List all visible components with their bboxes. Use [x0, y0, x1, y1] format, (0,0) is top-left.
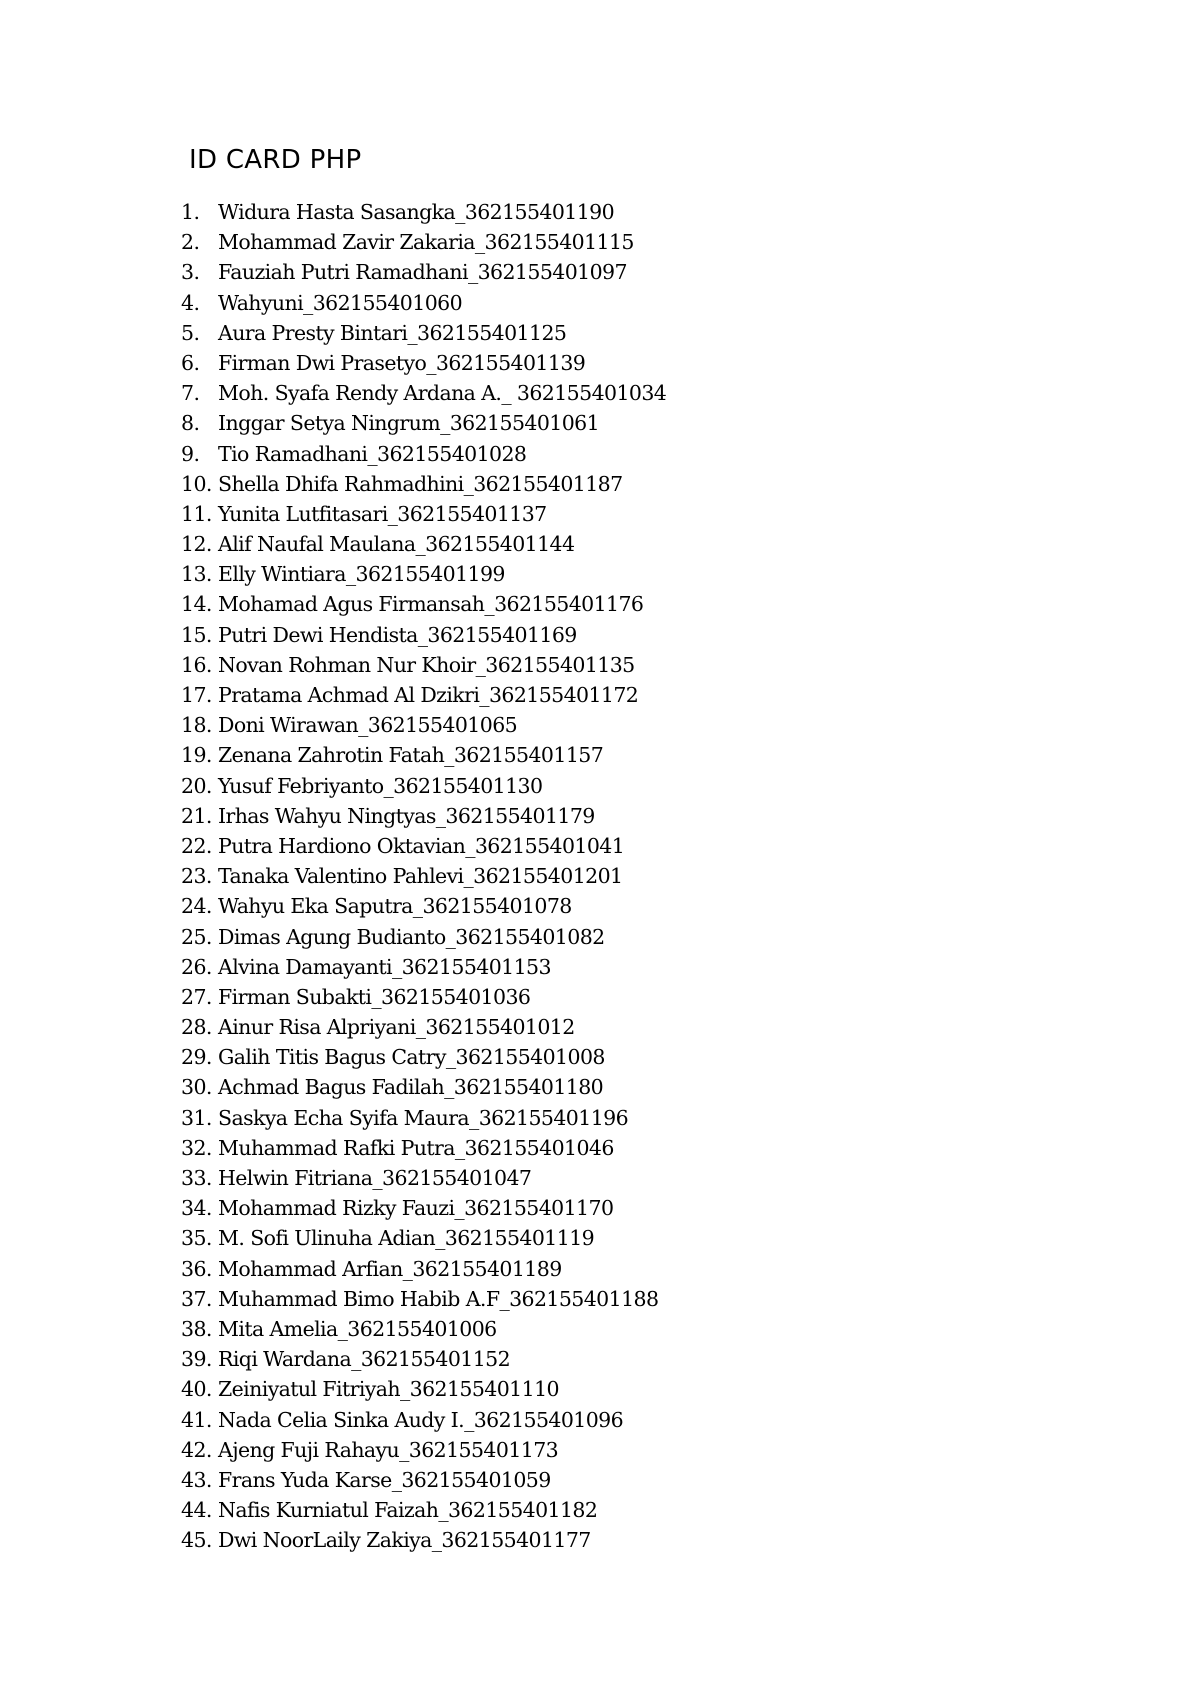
list-item-text: Muhammad Bimo Habib A.F_362155401188 — [218, 1286, 659, 1311]
list-item — [181, 1435, 666, 1465]
list-item-number: 3. — [181, 260, 200, 285]
list-item — [181, 891, 666, 921]
list-item — [181, 197, 666, 227]
list-item-text: Aura Presty Bintari_362155401125 — [218, 320, 567, 345]
list-item — [181, 589, 666, 619]
list-item-text: Firman Subakti_362155401036 — [218, 984, 531, 1009]
list-item-text: Ajeng Fuji Rahayu_362155401173 — [218, 1437, 559, 1462]
document-title: ID CARD PHP — [189, 145, 362, 175]
list-item-text: Mohamad Agus Firmansah_362155401176 — [218, 592, 644, 617]
list-item — [181, 650, 666, 680]
list-item-number: 43. — [181, 1467, 212, 1492]
list-item-text: Saskya Echa Syifa Maura_362155401196 — [218, 1105, 629, 1130]
list-item — [181, 469, 666, 499]
list-item-text: Tanaka Valentino Pahlevi_362155401201 — [218, 864, 623, 889]
list-item — [181, 1465, 666, 1495]
list-item-number: 18. — [181, 713, 212, 738]
list-item — [181, 439, 666, 469]
list-item — [181, 922, 666, 952]
list-item — [181, 227, 666, 257]
list-item — [181, 1314, 666, 1344]
list-item-number: 16. — [181, 652, 212, 677]
list-item-text: Yusuf Febriyanto_362155401130 — [218, 773, 543, 798]
list-item-number: 22. — [181, 833, 212, 858]
list-item — [181, 680, 666, 710]
list-item-text: Muhammad Rafki Putra_362155401046 — [218, 1135, 614, 1160]
list-item-number: 6. — [181, 350, 200, 375]
list-item-number: 27. — [181, 984, 212, 1009]
list-item-number: 2. — [181, 230, 200, 255]
list-item — [181, 620, 666, 650]
list-item-number: 4. — [181, 290, 200, 315]
list-item-text: Firman Dwi Prasetyo_362155401139 — [218, 350, 586, 375]
list-item-text: Yunita Lutfitasari_362155401137 — [218, 501, 547, 526]
list-item — [181, 529, 666, 559]
list-item-text: Moh. Syafa Rendy Ardana A._ 362155401034 — [218, 381, 667, 406]
list-item-number: 19. — [181, 743, 212, 768]
list-item-number: 30. — [181, 1075, 212, 1100]
list-item-number: 15. — [181, 622, 212, 647]
list-item-text: Helwin Fitriana_362155401047 — [218, 1166, 532, 1190]
list-item-number: 26. — [181, 954, 212, 979]
list-item-number: 21. — [181, 803, 212, 828]
list-item-number: 32. — [181, 1135, 212, 1160]
list-item — [181, 861, 666, 891]
list-item-number: 35. — [181, 1226, 212, 1251]
list-item-number: 31. — [181, 1105, 212, 1130]
list-item-text: Tio Ramadhani_362155401028 — [218, 441, 527, 466]
list-item-number: 10. — [181, 471, 212, 496]
list-item — [181, 1254, 666, 1284]
list-item-number: 44. — [181, 1498, 212, 1523]
list-item — [181, 378, 666, 408]
list-item-text: Mohammad Arfian_362155401189 — [218, 1256, 562, 1281]
list-item — [181, 348, 666, 378]
list-item — [181, 1344, 666, 1374]
list-item-text: Wahyu Eka Saputra_362155401078 — [218, 894, 572, 919]
list-item — [181, 710, 666, 740]
list-item-number: 28. — [181, 1015, 212, 1040]
list-item-text: Zenana Zahrotin Fatah_362155401157 — [218, 743, 604, 768]
list-item-number: 23. — [181, 864, 212, 889]
list-item-text: Alif Naufal Maulana_362155401144 — [218, 532, 575, 557]
list-item-text: Novan Rohman Nur Khoir_362155401135 — [218, 652, 635, 677]
list-item-text: Mohammad Zavir Zakaria_362155401115 — [218, 230, 634, 255]
list-item-number: 24. — [181, 894, 212, 919]
list-item-number: 29. — [181, 1045, 212, 1070]
list-item-number: 38. — [181, 1316, 212, 1341]
list-item-text: Nada Celia Sinka Audy I._362155401096 — [218, 1407, 624, 1432]
list-item-text: Inggar Setya Ningrum_362155401061 — [218, 411, 600, 436]
list-item — [181, 1405, 666, 1435]
list-item — [181, 1223, 666, 1253]
list-item-text: Mita Amelia_362155401006 — [218, 1316, 497, 1341]
list-item-number: 33. — [181, 1166, 212, 1190]
list-item-text: Irhas Wahyu Ningtyas_362155401179 — [218, 803, 595, 828]
list-item — [181, 1012, 666, 1042]
list-item — [181, 1284, 666, 1314]
list-item-text: Fauziah Putri Ramadhani_362155401097 — [218, 260, 627, 285]
list-item — [181, 831, 666, 861]
list-item — [181, 1525, 666, 1555]
list-item — [181, 740, 666, 770]
list-item-number: 17. — [181, 683, 212, 707]
list-item-text: Nafis Kurniatul Faizah_362155401182 — [218, 1498, 598, 1523]
list-item-text: Achmad Bagus Fadilah_362155401180 — [218, 1075, 604, 1100]
list-item — [181, 1072, 666, 1102]
list-item — [181, 499, 666, 529]
list-item-text: Wahyuni_362155401060 — [218, 290, 463, 315]
list-item-number: 8. — [181, 411, 200, 436]
list-item-number: 37. — [181, 1286, 212, 1311]
list-item-number: 7. — [181, 381, 200, 406]
list-item-text: Frans Yuda Karse_362155401059 — [218, 1467, 551, 1492]
list-item — [181, 318, 666, 348]
list-item-text: Putri Dewi Hendista_362155401169 — [218, 622, 577, 647]
list-item-text: Dwi NoorLaily Zakiya_362155401177 — [218, 1528, 591, 1553]
list-item-number: 11. — [181, 501, 212, 526]
list-item-number: 13. — [181, 562, 212, 587]
list-item-number: 12. — [181, 532, 212, 557]
list-item — [181, 257, 666, 287]
list-item-number: 25. — [181, 924, 212, 949]
list-item-number: 36. — [181, 1256, 212, 1281]
list-item-number: 42. — [181, 1437, 212, 1462]
student-list — [181, 197, 666, 1555]
list-item-number: 14. — [181, 592, 212, 617]
list-item-text: Galih Titis Bagus Catry_362155401008 — [218, 1045, 605, 1070]
list-item — [181, 408, 666, 438]
list-item — [181, 1495, 666, 1525]
list-item — [181, 982, 666, 1012]
list-item — [181, 1163, 666, 1193]
list-item-number: 34. — [181, 1196, 212, 1221]
list-item — [181, 559, 666, 589]
list-item-number: 41. — [181, 1407, 212, 1432]
list-item — [181, 1133, 666, 1163]
list-item-text: Pratama Achmad Al Dzikri_362155401172 — [218, 683, 639, 707]
list-item-text: Alvina Damayanti_362155401153 — [218, 954, 551, 979]
list-item-number: 45. — [181, 1528, 212, 1553]
list-item-number: 5. — [181, 320, 200, 345]
list-item-text: Zeiniyatul Fitriyah_362155401110 — [218, 1377, 559, 1402]
list-item-number: 40. — [181, 1377, 212, 1402]
list-item-text: M. Sofi Ulinuha Adian_362155401119 — [218, 1226, 595, 1251]
list-item-number: 39. — [181, 1347, 212, 1372]
list-item — [181, 771, 666, 801]
list-item-number: 1. — [181, 200, 200, 224]
list-item-text: Mohammad Rizky Fauzi_362155401170 — [218, 1196, 614, 1221]
list-item — [181, 801, 666, 831]
list-item-text: Elly Wintiara_362155401199 — [218, 562, 505, 587]
list-item — [181, 952, 666, 982]
list-item — [181, 288, 666, 318]
list-item-text: Dimas Agung Budianto_362155401082 — [218, 924, 605, 949]
list-item — [181, 1374, 666, 1404]
list-item-text: Putra Hardiono Oktavian_362155401041 — [218, 833, 625, 858]
list-item — [181, 1193, 666, 1223]
list-item-number: 20. — [181, 773, 212, 798]
list-item-text: Widura Hasta Sasangka_362155401190 — [218, 200, 615, 224]
list-item-text: Riqi Wardana_362155401152 — [218, 1347, 511, 1372]
list-item-text: Shella Dhifa Rahmadhini_362155401187 — [218, 471, 623, 496]
list-item — [181, 1042, 666, 1072]
list-item — [181, 1103, 666, 1133]
list-item-text: Doni Wirawan_362155401065 — [218, 713, 518, 738]
list-item-text: Ainur Risa Alpriyani_362155401012 — [218, 1015, 575, 1040]
list-item-number: 9. — [181, 441, 200, 466]
